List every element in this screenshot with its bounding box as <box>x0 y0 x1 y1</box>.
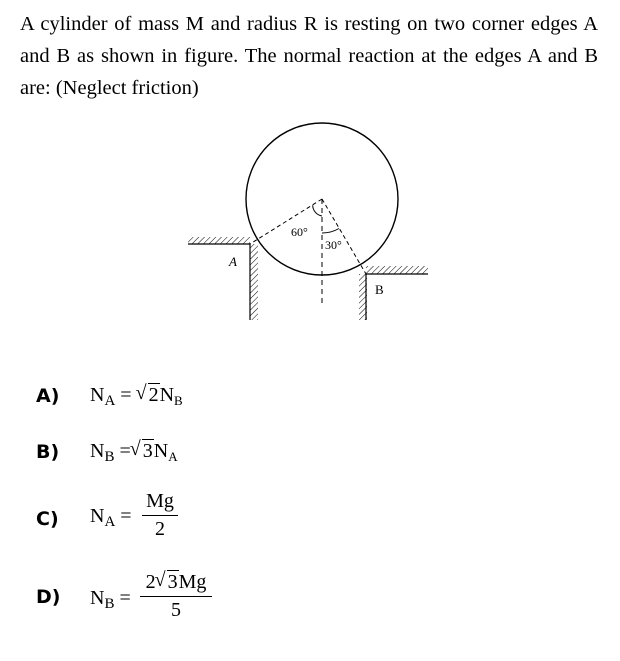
option-a-formula[interactable]: $N_A$ = √ $2N_B$ <box>90 384 183 410</box>
sqrt-symbol: √ 3 <box>131 440 154 463</box>
option-b-letter[interactable]: B) <box>36 441 60 463</box>
option-c-lhs[interactable]: $N_A$ = <box>90 505 132 530</box>
angle-30-label: 30° <box>325 238 342 252</box>
right-ledge <box>359 266 428 320</box>
angle-60-label: 60° <box>291 225 308 239</box>
angle-arc-60 <box>313 205 322 216</box>
option-d-fraction[interactable]: $\frac{2√ 3Mg}{5}$ <box>140 570 212 623</box>
edge-b-label: B <box>375 282 384 297</box>
angle-arc-30 <box>322 229 339 234</box>
radius-to-b <box>322 199 366 274</box>
sqrt-symbol: √ 3 <box>156 570 179 594</box>
option-c-fraction[interactable]: $\frac{Mg}{2}$ <box>142 489 178 542</box>
option-c-letter[interactable]: C) <box>36 508 59 530</box>
edge-a-label: A <box>229 254 237 269</box>
question-text: A cylinder of mass M and radius R is resting on two corner edges A and B as shown in figure. The normal reaction at the edges A and B are: (Neglect friction) <box>20 13 598 99</box>
option-b-formula[interactable]: $N_B$ =√ $3N_A$ <box>90 440 178 466</box>
radius-to-a <box>250 199 322 244</box>
left-ledge <box>188 237 258 320</box>
option-d-lhs[interactable]: $N_B$ = <box>90 587 131 612</box>
option-d-letter[interactable]: D) <box>36 586 61 608</box>
option-a-letter[interactable]: A) <box>36 385 60 407</box>
sqrt-symbol: √ 2 <box>137 384 160 407</box>
